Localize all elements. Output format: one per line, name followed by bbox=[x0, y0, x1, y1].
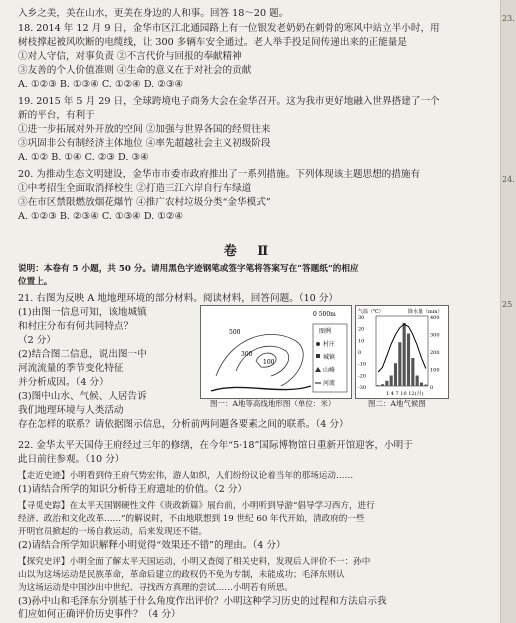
instructions-line-2: 位置上。 bbox=[18, 277, 53, 287]
climate-chart-figure bbox=[355, 305, 449, 399]
river-line bbox=[211, 386, 311, 391]
precip-bar bbox=[381, 384, 384, 386]
legend-village: 村庄 bbox=[323, 341, 336, 348]
left-tick-label: 30 bbox=[358, 315, 365, 321]
q21-part1-c: （2 分） bbox=[18, 335, 56, 346]
precip-bar bbox=[416, 376, 419, 387]
right-axis-unit: 降水量（mm） bbox=[408, 309, 443, 315]
contour-line-outer bbox=[216, 334, 303, 386]
q21-part1-b: 和村庄分布有何共同特点？ bbox=[18, 321, 134, 332]
village-symbol-icon bbox=[316, 342, 320, 346]
q21-part2-b: 河流流量的季节变化特征 bbox=[18, 363, 124, 374]
q20-option-row-2: ③在市区禁限燃放烟花爆竹 ④推广农村垃圾分类“金华模式” bbox=[18, 197, 271, 208]
margin-number-25: 25 bbox=[502, 300, 513, 309]
q19-stem-2: 新的平台，有利于 bbox=[18, 110, 95, 121]
left-tick-label: -30 bbox=[358, 385, 367, 391]
legend-river: 河流 bbox=[323, 380, 336, 387]
left-tick-label: 0 bbox=[358, 350, 362, 356]
left-tick-label: 10 bbox=[358, 338, 365, 345]
left-tick-label: 20 bbox=[358, 326, 365, 333]
q22-part3-a: (3)孙中山和毛泽东分别基于什么角度作出评价？小明这种学习历史的过程和方法启示我 bbox=[18, 596, 387, 607]
q19-stem-1: 19. 2015 年 5 月 29 日，全球跨境电子商务大会在金华召开。这为我市更好地融入世界搭建了一个 bbox=[18, 96, 440, 107]
q22-stem-1: 22. 金华太平天国侍王府经过三年的修缮，在今年“5·18”国际博物馆日重新开馆迎客，小明于 bbox=[18, 440, 413, 451]
right-tick-label: 400 bbox=[430, 315, 440, 321]
q19-option-row-1: ①进一步拓展对外开放的空间 ②加强与世界各国的经贸往来 bbox=[18, 124, 271, 135]
contour-label-2: 300 bbox=[241, 351, 253, 358]
q22-context-3b: 山以为这场运动是民族革命，革命后建立的政权仍不免为专制，未能成功；毛泽东则认 bbox=[18, 570, 345, 580]
precip-bar bbox=[403, 323, 406, 386]
instructions-line-1: 说明：本卷有 5 小题，共 50 分。请用黑色字迹钢笔或签字笔将答案写在“答题纸”的相应 bbox=[18, 264, 359, 274]
q22-part3-b: 们应如何正确评价历史事件？（4 分） bbox=[18, 609, 181, 620]
q21-part3-b: 我们地理环境与人类活动 bbox=[18, 405, 124, 416]
q21-stem: 21. 右图为反映 A 地地理环境的部分材料。阅读材料，回答问题。（10 分） bbox=[18, 293, 339, 304]
intro-line: 入乡之美，美在山水，更美在身边的人和事。回答 18～20 题。 bbox=[18, 8, 289, 19]
q18-option-row-2: ③友善的个人价值准则 ④生命的意义在于对社会的贡献 bbox=[18, 65, 252, 76]
q22-context-3c: 为这场运动是中国沙出中世纪、寻找西方真理的尝试……小明若有所思。 bbox=[18, 583, 294, 593]
precip-bar bbox=[394, 363, 397, 386]
right-tick-label: 100 bbox=[430, 367, 440, 374]
q22-context-2b: 经济、政治和文化改革……”的解说时，不由地联想到 19 世纪 60 年代开始，清政府的一些 bbox=[18, 514, 365, 524]
figure-1-caption: 图一：A地等高线地形图（单位：米） bbox=[210, 399, 336, 408]
left-axis-unit: 气温（℃） bbox=[358, 309, 384, 315]
right-tick-label: 0 bbox=[430, 385, 434, 391]
climate-chart bbox=[356, 306, 448, 398]
legend-title: 图例 bbox=[319, 328, 332, 335]
margin-number-24: 24. bbox=[502, 175, 515, 184]
contour-map-figure bbox=[200, 305, 352, 399]
q21-part1-a: (1)由图一信息可知，该地城镇 bbox=[18, 307, 147, 318]
precip-bar bbox=[398, 342, 401, 386]
left-tick-label: -10 bbox=[358, 361, 367, 368]
temperature-line bbox=[378, 324, 426, 372]
q21-part3-c: 存在怎样的联系？请依据图示信息，分析前两问题各要素之间的联系。（4 分） bbox=[18, 419, 349, 430]
q20-stem: 20. 为推动生态文明建设，金华市市委市政府推出了一系列措施。下列体现该主题思想的措施有 bbox=[18, 169, 421, 180]
town-symbol-icon bbox=[316, 354, 320, 358]
precip-bar bbox=[377, 385, 380, 386]
left-tick-label: -20 bbox=[358, 373, 367, 380]
q18-choices: A. ①②③ B. ①③④ C. ①②④ D. ②③④ bbox=[18, 79, 184, 90]
contour-map bbox=[201, 306, 351, 398]
q22-stem-2: 此日前往参观。（10 分） bbox=[18, 454, 125, 465]
precip-bar bbox=[420, 383, 423, 387]
q22-context-3a: 【探究史评】小明全面了解太平天国运动，小明又查阅了相关史料，发现后人评价不一：孙中 bbox=[18, 557, 371, 567]
q22-part1: (1)请结合所学的知识分析侍王府遗址的价值。（2 分） bbox=[18, 484, 248, 495]
map-scale: 0 500m bbox=[313, 311, 336, 318]
q21-part3-a: (3)图中山水、气候、人居告诉 bbox=[18, 391, 147, 402]
contour-label-1: 500 bbox=[229, 329, 241, 336]
contour-label-3: 100 bbox=[263, 359, 275, 366]
precip-bar bbox=[424, 385, 427, 386]
q19-option-row-2: ③巩固非公有制经济主体地位 ④率先超越社会主义初级阶段 bbox=[18, 138, 271, 149]
q22-context-2c: 开明官员掀起的一场自救运动，后来发现还不错。 bbox=[18, 527, 208, 537]
section-title: 卷 Ⅱ bbox=[223, 244, 277, 259]
q21-part2-c: 并分析成因。（4 分） bbox=[18, 377, 109, 388]
right-tick-label: 300 bbox=[430, 332, 440, 339]
q19-choices: A. ①② B. ①④ C. ②③ D. ③④ bbox=[18, 152, 149, 163]
q18-option-row-1: ①对人守信，对事负责 ②不言代价与回报的奉献精神 bbox=[18, 51, 242, 62]
q22-context-2a: 【寻觅史踪】在太平天国钢硬性文件《贵政新篇》展台前，小明听到导游“倡导学习西方，进行 bbox=[18, 501, 375, 511]
figure-2-caption: 图二：A地气候图 bbox=[368, 399, 426, 408]
margin-number-23: 23. bbox=[502, 14, 515, 23]
q18-stem-1: 18. 2014 年 12 月 9 日，金华市区江北通园路上有一位银发老奶奶在刺骨的寒风中站立半小时，用 bbox=[18, 23, 440, 34]
precip-bar bbox=[407, 334, 410, 387]
q22-part2: (2)请结合所学知识解释小明觉得“效果还不错”的理由。（4 分） bbox=[18, 540, 286, 551]
right-tick-label: 200 bbox=[430, 350, 440, 356]
q20-option-row-1: ①中考招生全面取消择校生 ②打造三江六岸自行车绿道 bbox=[18, 183, 252, 194]
adjacent-page-margin bbox=[500, 0, 516, 623]
legend-peak: 山峰 bbox=[323, 367, 336, 374]
q22-context-1: 【走近史迹】小明看到侍王府气势宏伟，游人如织，人们纷纷议论着当年的那场运动…… bbox=[18, 471, 354, 481]
q21-part2-a: (2)结合图二信息，说出图一中 bbox=[18, 349, 147, 360]
month-axis-label: 1 4 7 10 12(月) bbox=[386, 391, 424, 397]
precip-bar bbox=[411, 358, 414, 386]
q20-choices: A. ①②③ B. ②③④ C. ①③④ D. ①②④ bbox=[18, 211, 184, 222]
precip-bar bbox=[385, 381, 388, 386]
precip-bar bbox=[390, 376, 393, 387]
q18-stem-2: 树枝撑起被风吹断的电缆线，让 300 多辆车安全通过。老人举手投足间传递出来的正能量是 bbox=[18, 37, 407, 48]
legend-town: 城镇 bbox=[323, 354, 336, 361]
